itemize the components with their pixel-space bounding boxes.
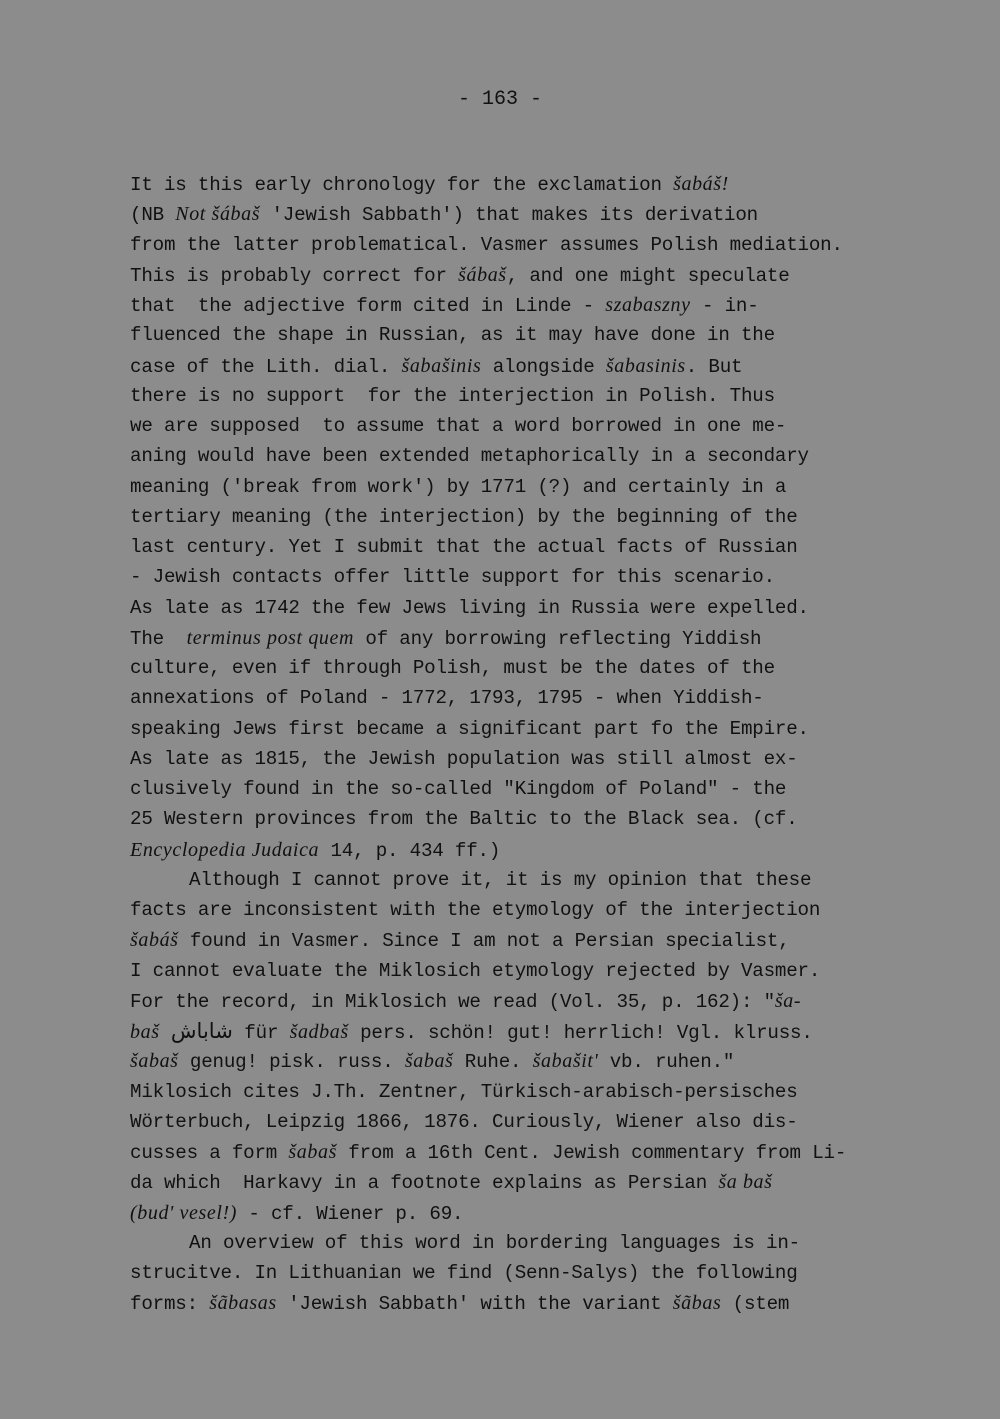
text-line	[130, 777, 786, 801]
italic-term: šadbaš	[289, 1021, 349, 1043]
text-segment: , and one might speculate	[506, 264, 790, 287]
text-line	[189, 868, 811, 892]
text-line	[130, 354, 742, 379]
text-line	[130, 928, 790, 953]
italic-term: Not šábaš	[175, 203, 261, 226]
text-line	[130, 1140, 846, 1165]
text-segment: für	[232, 1022, 290, 1044]
text-segment: Miklosich cites J.Th. Zentner, Türkisch-arabisch-persisches	[130, 1080, 798, 1103]
italic-term: (bud' vesel!)	[130, 1201, 238, 1224]
text-line	[130, 596, 809, 620]
italic-term: ša baš	[718, 1171, 773, 1194]
text-line	[130, 717, 809, 741]
italic-term: šabaš	[288, 1141, 337, 1163]
text-segment: For the record, in Miklosich we read (Vol. 35, p. 162): "	[130, 990, 775, 1013]
text-segment: tertiary meaning (the interjection) by the beginning of the	[130, 505, 798, 528]
text-segment: case of the Lith. dial.	[130, 355, 402, 378]
italic-term: šabaš	[404, 1050, 454, 1073]
text-line	[130, 686, 764, 710]
text-line	[130, 656, 775, 680]
text-segment: Ruhe.	[453, 1051, 533, 1074]
italic-term: šabáš!	[673, 173, 729, 195]
text-segment: . But	[685, 355, 743, 378]
italic-term: Encyclopedia Judaica	[130, 838, 320, 861]
text-segment: speaking Jews first became a significant part fo the Empire.	[130, 717, 809, 740]
text-segment: - Jewish contacts offer little support for this scenario.	[130, 566, 775, 589]
text-line	[130, 1049, 734, 1074]
text-segment: there is no support for the interjection in Polish. Thus	[130, 384, 775, 407]
text-segment: found in Vasmer. Since I am not a Persian specialist,	[178, 930, 790, 953]
text-line	[130, 414, 786, 438]
text-segment: 'Jewish Sabbath' with the variant	[276, 1293, 673, 1316]
text-line	[130, 1080, 798, 1104]
text-segment: Although I cannot prove it, it is my opinion that these	[189, 868, 812, 891]
text-line	[130, 535, 798, 559]
text-segment: Wörterbuch, Leipzig 1866, 1876. Curiously, Wiener also dis-	[130, 1110, 798, 1133]
text-segment: last century. Yet I submit that the actual facts of Russian	[130, 536, 798, 558]
text-line	[130, 1170, 773, 1195]
italic-term: šabašinis	[401, 354, 482, 377]
text-line	[130, 1019, 813, 1045]
text-segment: An overview of this word in bordering languages is in-	[189, 1231, 800, 1254]
text-line	[130, 323, 775, 347]
text-line	[130, 293, 759, 318]
text-line	[130, 384, 775, 408]
text-segment: pers. schön! gut! herrlich! Vgl. klruss.	[348, 1022, 813, 1044]
arabic-word: شاباش	[170, 1019, 233, 1043]
text-segment: that the adjective form cited in Linde -	[130, 295, 606, 317]
text-line	[130, 202, 758, 227]
text-line	[130, 444, 809, 468]
text-segment: (NB	[130, 204, 176, 227]
text-segment: from the latter problematical. Vasmer assumes Polish mediation.	[130, 233, 843, 256]
italic-term: šabašit'	[532, 1050, 599, 1073]
italic-term: šabaš	[130, 1050, 179, 1073]
italic-term: šábaš	[458, 263, 507, 286]
text-line	[130, 1261, 798, 1285]
text-line	[130, 1110, 798, 1134]
text-segment: facts are inconsistent with the etymology of the interjection	[130, 899, 821, 921]
text-segment: cusses a form	[130, 1142, 289, 1164]
text-line	[189, 1231, 800, 1255]
text-segment: - cf. Wiener p. 69.	[237, 1202, 464, 1225]
italic-term: szabaszny	[605, 294, 691, 316]
text-segment: from a 16th Cent. Jewish commentary from Li-	[336, 1142, 847, 1164]
text-segment	[160, 1022, 171, 1044]
text-line	[130, 1291, 789, 1316]
text-segment: strucitve. In Lithuanian we find (Senn-Salys) the following	[130, 1262, 798, 1284]
italic-term: šabasinis	[605, 354, 686, 377]
text-line	[130, 959, 820, 983]
text-line	[130, 1201, 463, 1226]
text-segment: aning would have been extended metaphorically in a secondary	[130, 445, 809, 468]
text-line	[130, 626, 761, 651]
text-line	[130, 989, 801, 1014]
text-segment: culture, even if through Polish, must be the dates of the	[130, 657, 775, 679]
text-line	[130, 838, 500, 863]
text-segment: meaning ('break from work') by 1771 (?) and certainly in a	[130, 475, 787, 498]
text-line	[130, 747, 798, 771]
text-segment: 14, p. 434 ff.)	[319, 839, 501, 862]
text-line	[130, 475, 786, 499]
text-line	[130, 505, 798, 529]
text-line	[130, 807, 798, 831]
text-segment: (stem	[721, 1293, 790, 1316]
text-segment: - in-	[690, 295, 759, 317]
text-segment: of any borrowing reflecting Yiddish	[354, 627, 762, 650]
text-segment: genug! pisk. russ.	[178, 1051, 405, 1074]
text-segment: The	[130, 627, 187, 650]
italic-term: šãbasas	[209, 1292, 277, 1315]
text-segment: da which Harkavy in a footnote explains as Persian	[130, 1172, 719, 1195]
text-line	[130, 263, 790, 288]
text-line	[130, 172, 729, 197]
text-segment: 25 Western provinces from the Baltic to the Black sea. (cf.	[130, 808, 798, 831]
text-line	[130, 233, 843, 257]
text-segment: I cannot evaluate the Miklosich etymology rejected by Vasmer.	[130, 959, 821, 982]
text-segment: alongside	[481, 355, 606, 378]
italic-term: šãbas	[672, 1292, 722, 1315]
italic-term: terminus post quem	[186, 626, 355, 649]
italic-term: ša-	[774, 989, 802, 1012]
text-segment: annexations of Poland - 1772, 1793, 1795 - when Yiddish-	[130, 687, 764, 710]
text-segment: 'Jewish Sabbath') that makes its derivation	[260, 204, 758, 227]
text-segment: This is probably correct for	[130, 264, 459, 287]
italic-term: baš	[130, 1021, 160, 1043]
text-segment: forms:	[130, 1293, 210, 1316]
text-segment: As late as 1815, the Jewish population was still almost ex-	[130, 747, 798, 770]
text-line	[130, 898, 820, 922]
text-segment: we are supposed to assume that a word borrowed in one me-	[130, 415, 787, 437]
text-segment: As late as 1742 the few Jews living in Russia were expelled.	[130, 596, 809, 619]
page-number: - 163 -	[457, 88, 542, 111]
text-segment: fluenced the shape in Russian, as it may have done in the	[130, 324, 775, 347]
text-segment: vb. ruhen."	[598, 1051, 735, 1074]
text-segment: clusively found in the so-called "Kingdom of Poland" - the	[130, 778, 787, 800]
text-line	[130, 565, 775, 589]
text-segment: It is this early chronology for the exclamation	[130, 174, 674, 196]
italic-term: šabáš	[130, 929, 179, 952]
